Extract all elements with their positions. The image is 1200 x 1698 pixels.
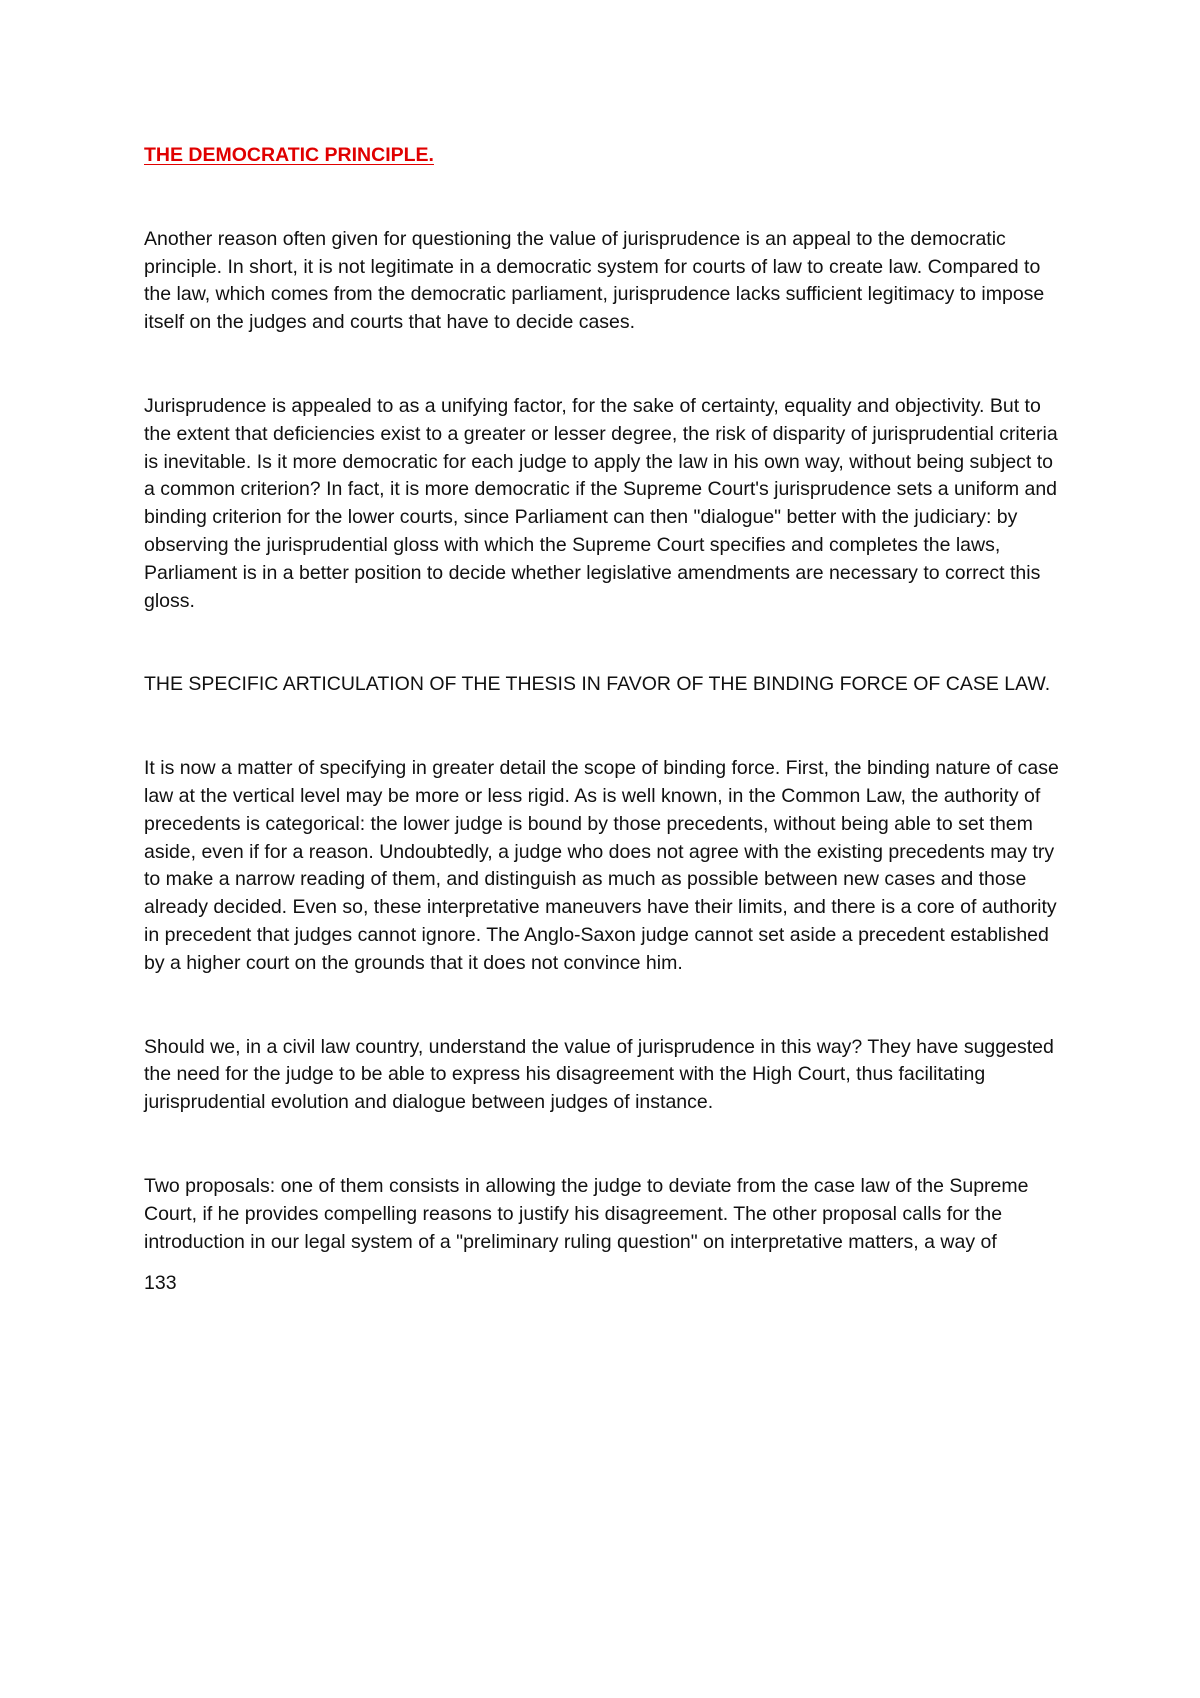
- paragraph-democratic-appeal: Another reason often given for questioning the value of jurisprudence is an appeal to the democratic principle. In short, it is not legitimate in a democratic system for courts of law to create law. Compared to the law, which comes from the democratic parliament, jurisprudence lacks sufficient legitimacy to impose itself on the judges and courts that have to decide cases.: [144, 227, 1045, 334]
- section-title-specific-articulation: THE SPECIFIC ARTICULATION OF THE THESIS IN FAVOR OF THE BINDING FORCE OF CASE LAW.: [144, 673, 1051, 696]
- spacer: [144, 978, 1069, 1034]
- paragraph-civil-law-question: Should we, in a civil law country, understand the value of jurisprudence in this way? They have suggested the need for the judge to be able to express his disagreement with the High Court, thus facilitating jurisprudential evolution and dialogue between judges of instance.: [144, 1035, 1054, 1114]
- spacer: [144, 170, 1069, 226]
- spacer: [144, 337, 1069, 393]
- paragraph-unifying-factor: Jurisprudence is appealed to as a unifying factor, for the sake of certainty, equality and objectivity. But to the extent that deficiencies exist to a greater or lesser degree, the risk of disparity of jurisprudential criteria is inevitable. Is it more democratic for each judge to apply the law in his own way, without being subject to a common criterion? In fact, it is more democratic if the Supreme Court's jurisprudence sets a uniform and binding criterion for the lower courts, since Parliament can then "dialogue" better with the judiciary: by observing the jurisprudential gloss with which the Supreme Court specifies and completes the laws, Parliament is in a better position to decide whether legislative amendments are necessary to correct this gloss.: [144, 394, 1058, 612]
- page-number: 133: [144, 1272, 177, 1295]
- spacer: [144, 615, 1069, 671]
- spacer: [144, 1117, 1069, 1173]
- paragraph-two-proposals: Two proposals: one of them consists in allowing the judge to deviate from the case law of the Supreme Court, if he provides compelling reasons to justify his disagreement. The other proposal calls for the introduction in our legal system of a "preliminary ruling question" on interpretative matters, a way of: [144, 1174, 1029, 1253]
- section-title-democratic-principle: THE DEMOCRATIC PRINCIPLE.: [144, 144, 434, 166]
- spacer: [144, 699, 1069, 755]
- paragraph-binding-force-scope: It is now a matter of specifying in greater detail the scope of binding force. First, the binding nature of case law at the vertical level may be more or less rigid. As is well known, in the Common Law, the authority of precedents is categorical: the lower judge is bound by those precedents, without being able to set them aside, even if for a reason. Undoubtedly, a judge who does not agree with the existing precedents may try to make a narrow reading of them, and distinguish as much as possible between new cases and those already decided. Even so, these interpretative maneuvers have their limits, and there is a core of authority in precedent that judges cannot ignore. The Anglo-Saxon judge cannot set aside a precedent established by a higher court on the grounds that it does not convince him.: [144, 757, 1059, 974]
- document-content: [144, 142, 1069, 1298]
